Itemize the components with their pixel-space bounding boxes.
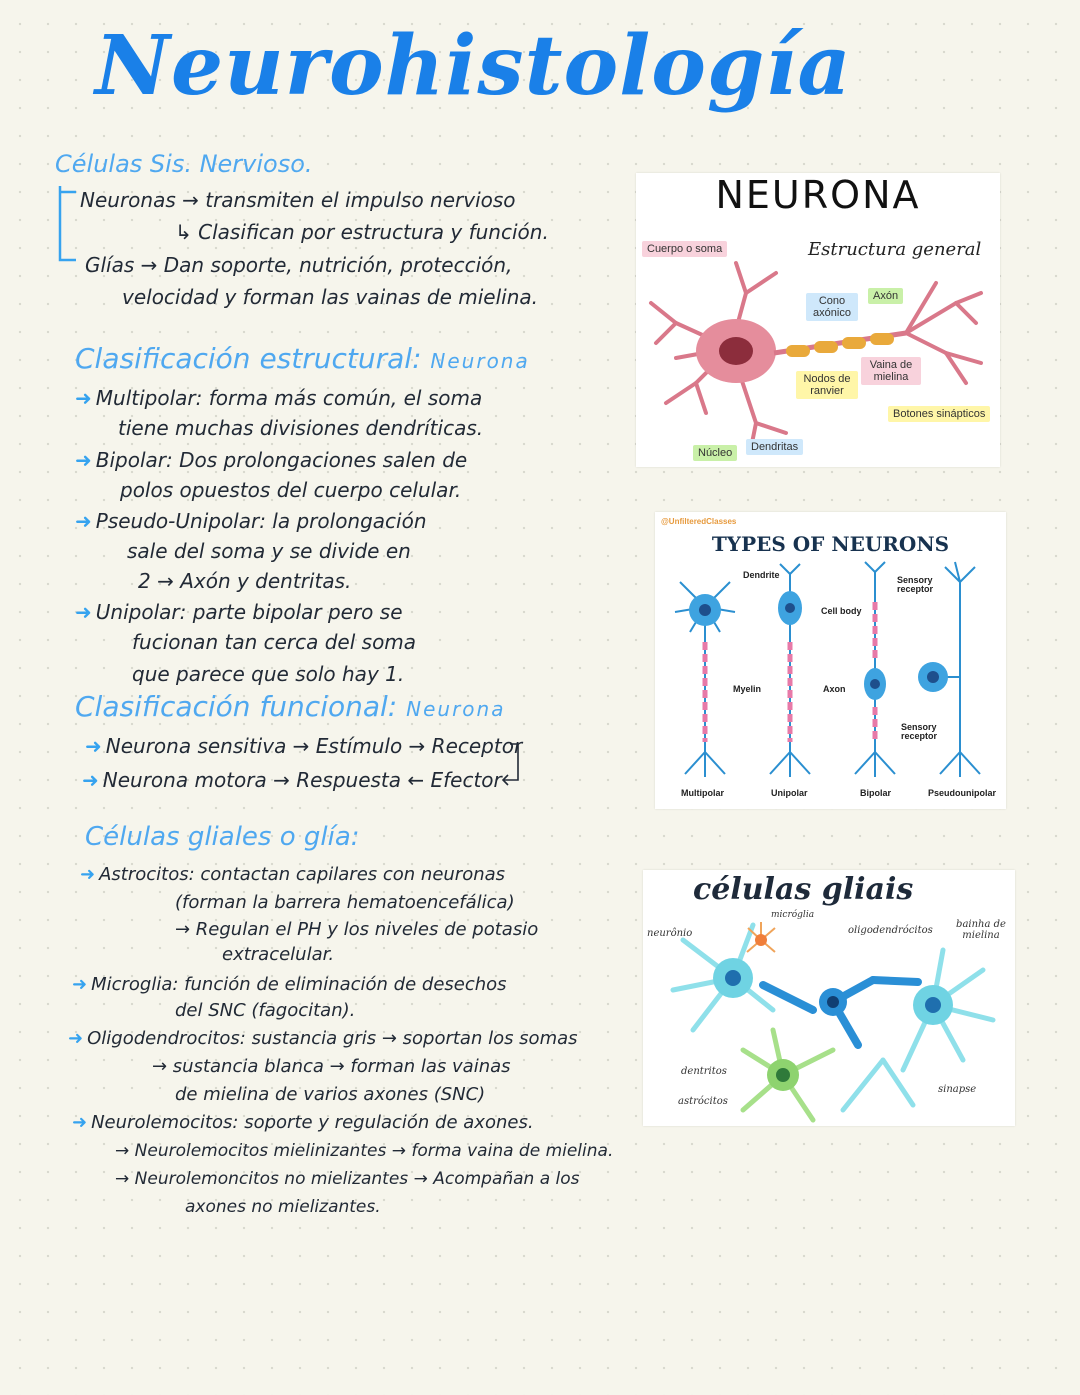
s3-line-2 (82, 765, 502, 795)
label-cono: Cono axónico (806, 293, 858, 321)
section3-subheading: Neurona (406, 697, 506, 721)
section3-heading-text: Clasificación funcional: (75, 690, 398, 723)
arrow-icon: ➜ (80, 864, 96, 885)
label-unipolar: Unipolar (771, 788, 808, 798)
figure-title: células gliais (693, 872, 914, 907)
label-soma: Cuerpo o soma (642, 241, 727, 257)
s3-line-1 (85, 731, 522, 761)
label-myelin: Myelin (733, 684, 762, 694)
s4-line-2: (forman la barrera hematoencefálica) (175, 892, 515, 913)
label-pseudounipolar: Pseudounipolar (928, 788, 997, 798)
s4-text-1: Astrocitos: contactan capilares con neuronas (99, 864, 506, 885)
section2-heading-text: Clasificación estructural: (75, 342, 422, 375)
label-astrocitos: astrócitos (678, 1096, 728, 1107)
s2-line-3 (75, 445, 467, 475)
label-nodos: Nodos de ranvier (796, 371, 858, 399)
s2-line-2: tiene muchas divisiones dendríticas. (118, 416, 484, 440)
s4-line-6: del SNC (fagocitan). (175, 1000, 356, 1021)
s1-line-1: Neuronas → transmiten el impulso nervioso (80, 188, 516, 212)
s4-line-11: → Neurolemocitos mielinizantes → forma vaina de mielina. (115, 1141, 614, 1161)
section1-heading: Células Sis. Nervioso. (55, 150, 313, 178)
types-of-neurons-figure (655, 512, 1006, 809)
label-nucleo: Núcleo (693, 445, 737, 461)
s2-text-8: Unipolar: parte bipolar pero se (95, 600, 403, 624)
s4-line-10 (72, 1108, 534, 1138)
label-sinapse: sinapse (938, 1084, 977, 1095)
s3-text-2: Neurona motora → Respuesta ← Efector (102, 768, 502, 792)
s4-line-3: → Regulan el PH y los niveles de potasio (175, 919, 539, 940)
section2-heading (75, 342, 530, 375)
s4-line-9: de mielina de varios axones (SNC) (175, 1084, 486, 1105)
s4-line-7 (68, 1024, 578, 1054)
figure-title: TYPES OF NEURONS (711, 532, 950, 556)
label-bainha: bainha de mielina (956, 919, 1006, 941)
s2-line-9: fucionan tan cerca del soma (132, 630, 417, 654)
figure-credit: @UnfilteredClasses (661, 517, 737, 526)
label-dendrite: Dendrite (743, 570, 780, 580)
s1-line-3: Glías → Dan soporte, nutrición, protección, (85, 253, 513, 277)
arrow-icon: ➜ (72, 1112, 88, 1133)
s4-text-10: Neurolemocitos: soporte y regulación de axones. (91, 1112, 534, 1133)
arrow-icon: ➜ (75, 600, 92, 624)
s2-line-5 (75, 506, 427, 536)
s4-line-12: → Neurolemoncitos no mielizantes → Acompañan a los (115, 1169, 580, 1189)
s2-line-10: que parece que solo hay 1. (132, 662, 405, 686)
arrow-icon: ➜ (72, 974, 88, 995)
figure-subtitle: Estructura general (808, 239, 982, 260)
arrow-icon: ➜ (68, 1028, 84, 1049)
label-neuronio: neurônio (647, 928, 693, 939)
s2-line-1 (75, 383, 482, 413)
label-bipolar: Bipolar (860, 788, 892, 798)
section2-subheading: Neurona (430, 349, 530, 373)
arrow-icon: ➜ (75, 448, 92, 472)
label-vaina: Vaina de mielina (861, 357, 921, 385)
s1-line-2: ↳ Clasifican por estructura y función. (175, 220, 549, 244)
s2-text-5: Pseudo-Unipolar: la prolongación (95, 509, 427, 533)
label-botones: Botones sinápticos (888, 406, 990, 422)
s4-text-7: Oligodendrocitos: sustancia gris → soportan los somas (87, 1028, 578, 1049)
s2-line-6: sale del soma y se divide en (127, 539, 411, 563)
s4-line-1 (80, 860, 505, 890)
label-axon: Axón (868, 288, 903, 304)
label-dendritas: Dendritas (746, 439, 803, 455)
s2-line-4: polos opuestos del cuerpo celular. (120, 478, 462, 502)
label-sensory-2: Sensory receptor (901, 722, 938, 741)
neuron-structure-figure (636, 173, 1000, 467)
s2-line-8 (75, 597, 403, 627)
figure-title: NEURONA (715, 173, 921, 217)
bracket-arrow-icon (52, 180, 82, 270)
page-title: Neurohistología (95, 18, 852, 114)
s4-line-8: → sustancia blanca → forman las vainas (152, 1056, 511, 1077)
label-cellbody: Cell body (821, 606, 862, 616)
s2-line-7: 2 → Axón y dentritas. (138, 569, 352, 593)
s2-text-1: Multipolar: forma más común, el soma (95, 386, 483, 410)
s3-text-1: Neurona sensitiva → Estímulo → Receptor (105, 734, 523, 758)
label-multipolar: Multipolar (681, 788, 724, 798)
return-arrow-icon (498, 740, 526, 790)
s4-line-4: extracelular. (222, 944, 335, 965)
label-dentritos: dentritos (681, 1066, 727, 1077)
s2-text-3: Bipolar: Dos prolongaciones salen de (95, 448, 468, 472)
s4-text-5: Microglia: función de eliminación de desechos (91, 974, 507, 995)
arrow-icon: ➜ (85, 734, 102, 758)
label-microglia: micróglia (771, 910, 815, 920)
s4-line-13: axones no mielizantes. (185, 1197, 381, 1217)
arrow-icon: ➜ (82, 768, 99, 792)
label-axon: Axon (823, 684, 846, 694)
arrow-icon: ➜ (75, 386, 92, 410)
section4-heading: Células gliales o glía: (85, 822, 360, 852)
arrow-icon: ➜ (75, 509, 92, 533)
label-oligo: oligodendrócitos (848, 925, 933, 936)
label-sensory-1: Sensory receptor (897, 575, 934, 594)
s1-line-4: velocidad y forman las vainas de mielina. (122, 285, 539, 309)
section3-heading (75, 690, 505, 723)
neuron-types-illustration (655, 512, 1006, 809)
glial-cells-figure (643, 870, 1015, 1126)
